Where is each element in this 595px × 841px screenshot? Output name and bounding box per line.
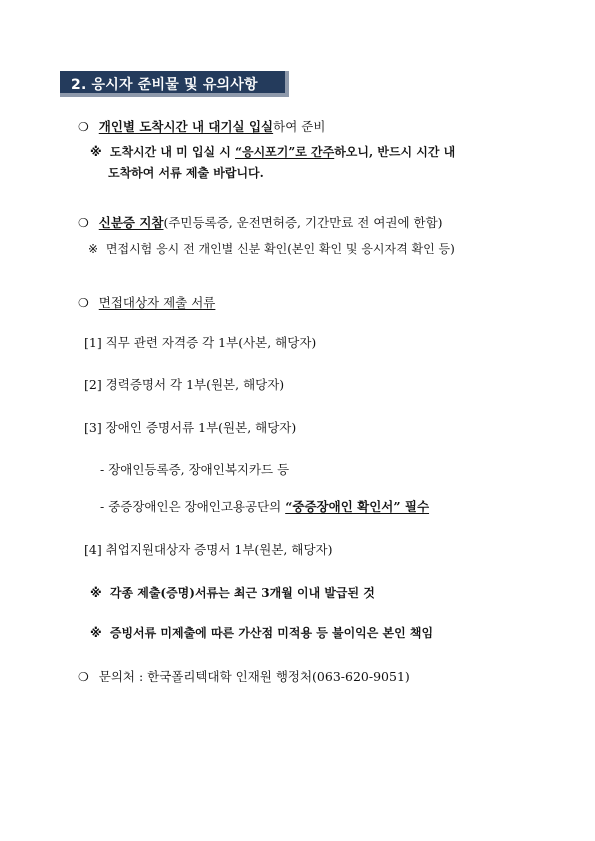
id-note <box>88 240 455 257</box>
id-note-text: 면접시험 응시 전 개인별 신분 확인(본인 확인 및 응시자격 확인 등) <box>105 242 455 256</box>
document-item-4: [4] 취업지원대상자 증명서 1부(원본, 해당자) <box>84 542 333 557</box>
contact-info <box>78 667 410 685</box>
note-recent-documents <box>90 584 375 601</box>
section-header <box>60 71 289 97</box>
id-card-detail: (주민등록증, 운전면허증, 기간만료 전 여권에 한함) <box>163 215 443 230</box>
document-item-3-sub-2-text: - 중증장애인은 장애인고용공단의 <box>100 499 286 514</box>
note-recent-text: 각종 제출(증명)서류는 최근 3개월 이내 발급된 것 <box>109 586 375 600</box>
reference-mark-icon: ※ <box>88 242 99 256</box>
bullet-circle-icon: ❍ <box>78 670 89 684</box>
bullet-circle-icon: ❍ <box>78 216 89 230</box>
reference-mark-icon: ※ <box>90 626 102 640</box>
arrival-note-text-a: 도착시간 내 미 입실 시 <box>109 145 236 159</box>
documents-heading <box>78 293 215 311</box>
arrival-instruction-rest: 하여 준비 <box>273 119 326 134</box>
document-item-3: [3] 장애인 증명서류 1부(원본, 해당자) <box>84 420 297 435</box>
id-card-item <box>78 213 443 231</box>
documents-title: 면접대상자 제출 서류 <box>98 295 216 310</box>
bullet-circle-icon: ❍ <box>78 120 89 134</box>
arrival-item <box>78 117 325 135</box>
id-card-instruction: 신분증 지참 <box>98 215 164 230</box>
note-penalty <box>90 624 433 641</box>
arrival-note-line2: 도착하여 서류 제출 바랍니다. <box>108 166 264 180</box>
bullet-circle-icon: ❍ <box>78 296 89 310</box>
document-item-3-sub-2 <box>100 497 429 515</box>
note-penalty-text: 증빙서류 미제출에 따른 가산점 미적용 등 불이익은 본인 책임 <box>109 626 434 640</box>
arrival-note-forfeit: “응시포기”로 간주 <box>235 145 335 159</box>
document-item-3-sub-1: - 장애인등록증, 장애인복지카드 등 <box>100 462 290 477</box>
section-title: 2. 응시자 준비물 및 유의사항 <box>71 77 258 93</box>
document-item-2: [2] 경력증명서 각 1부(원본, 해당자) <box>84 377 285 392</box>
reference-mark-icon: ※ <box>90 145 102 159</box>
arrival-instruction: 개인별 도착시간 내 대기실 입실 <box>98 119 274 134</box>
severe-disability-certificate-required: “중증장애인 확인서” 필수 <box>285 499 430 514</box>
document-item-1: [1] 직무 관련 자격증 각 1부(사본, 해당자) <box>84 335 317 350</box>
reference-mark-icon: ※ <box>90 586 102 600</box>
arrival-note-text-c: 하오니, 반드시 시간 내 <box>334 145 456 159</box>
contact-text: 문의처 : 한국폴리텍대학 인재원 행정처(063-620-9051) <box>98 669 410 684</box>
arrival-note-line1 <box>90 143 455 160</box>
